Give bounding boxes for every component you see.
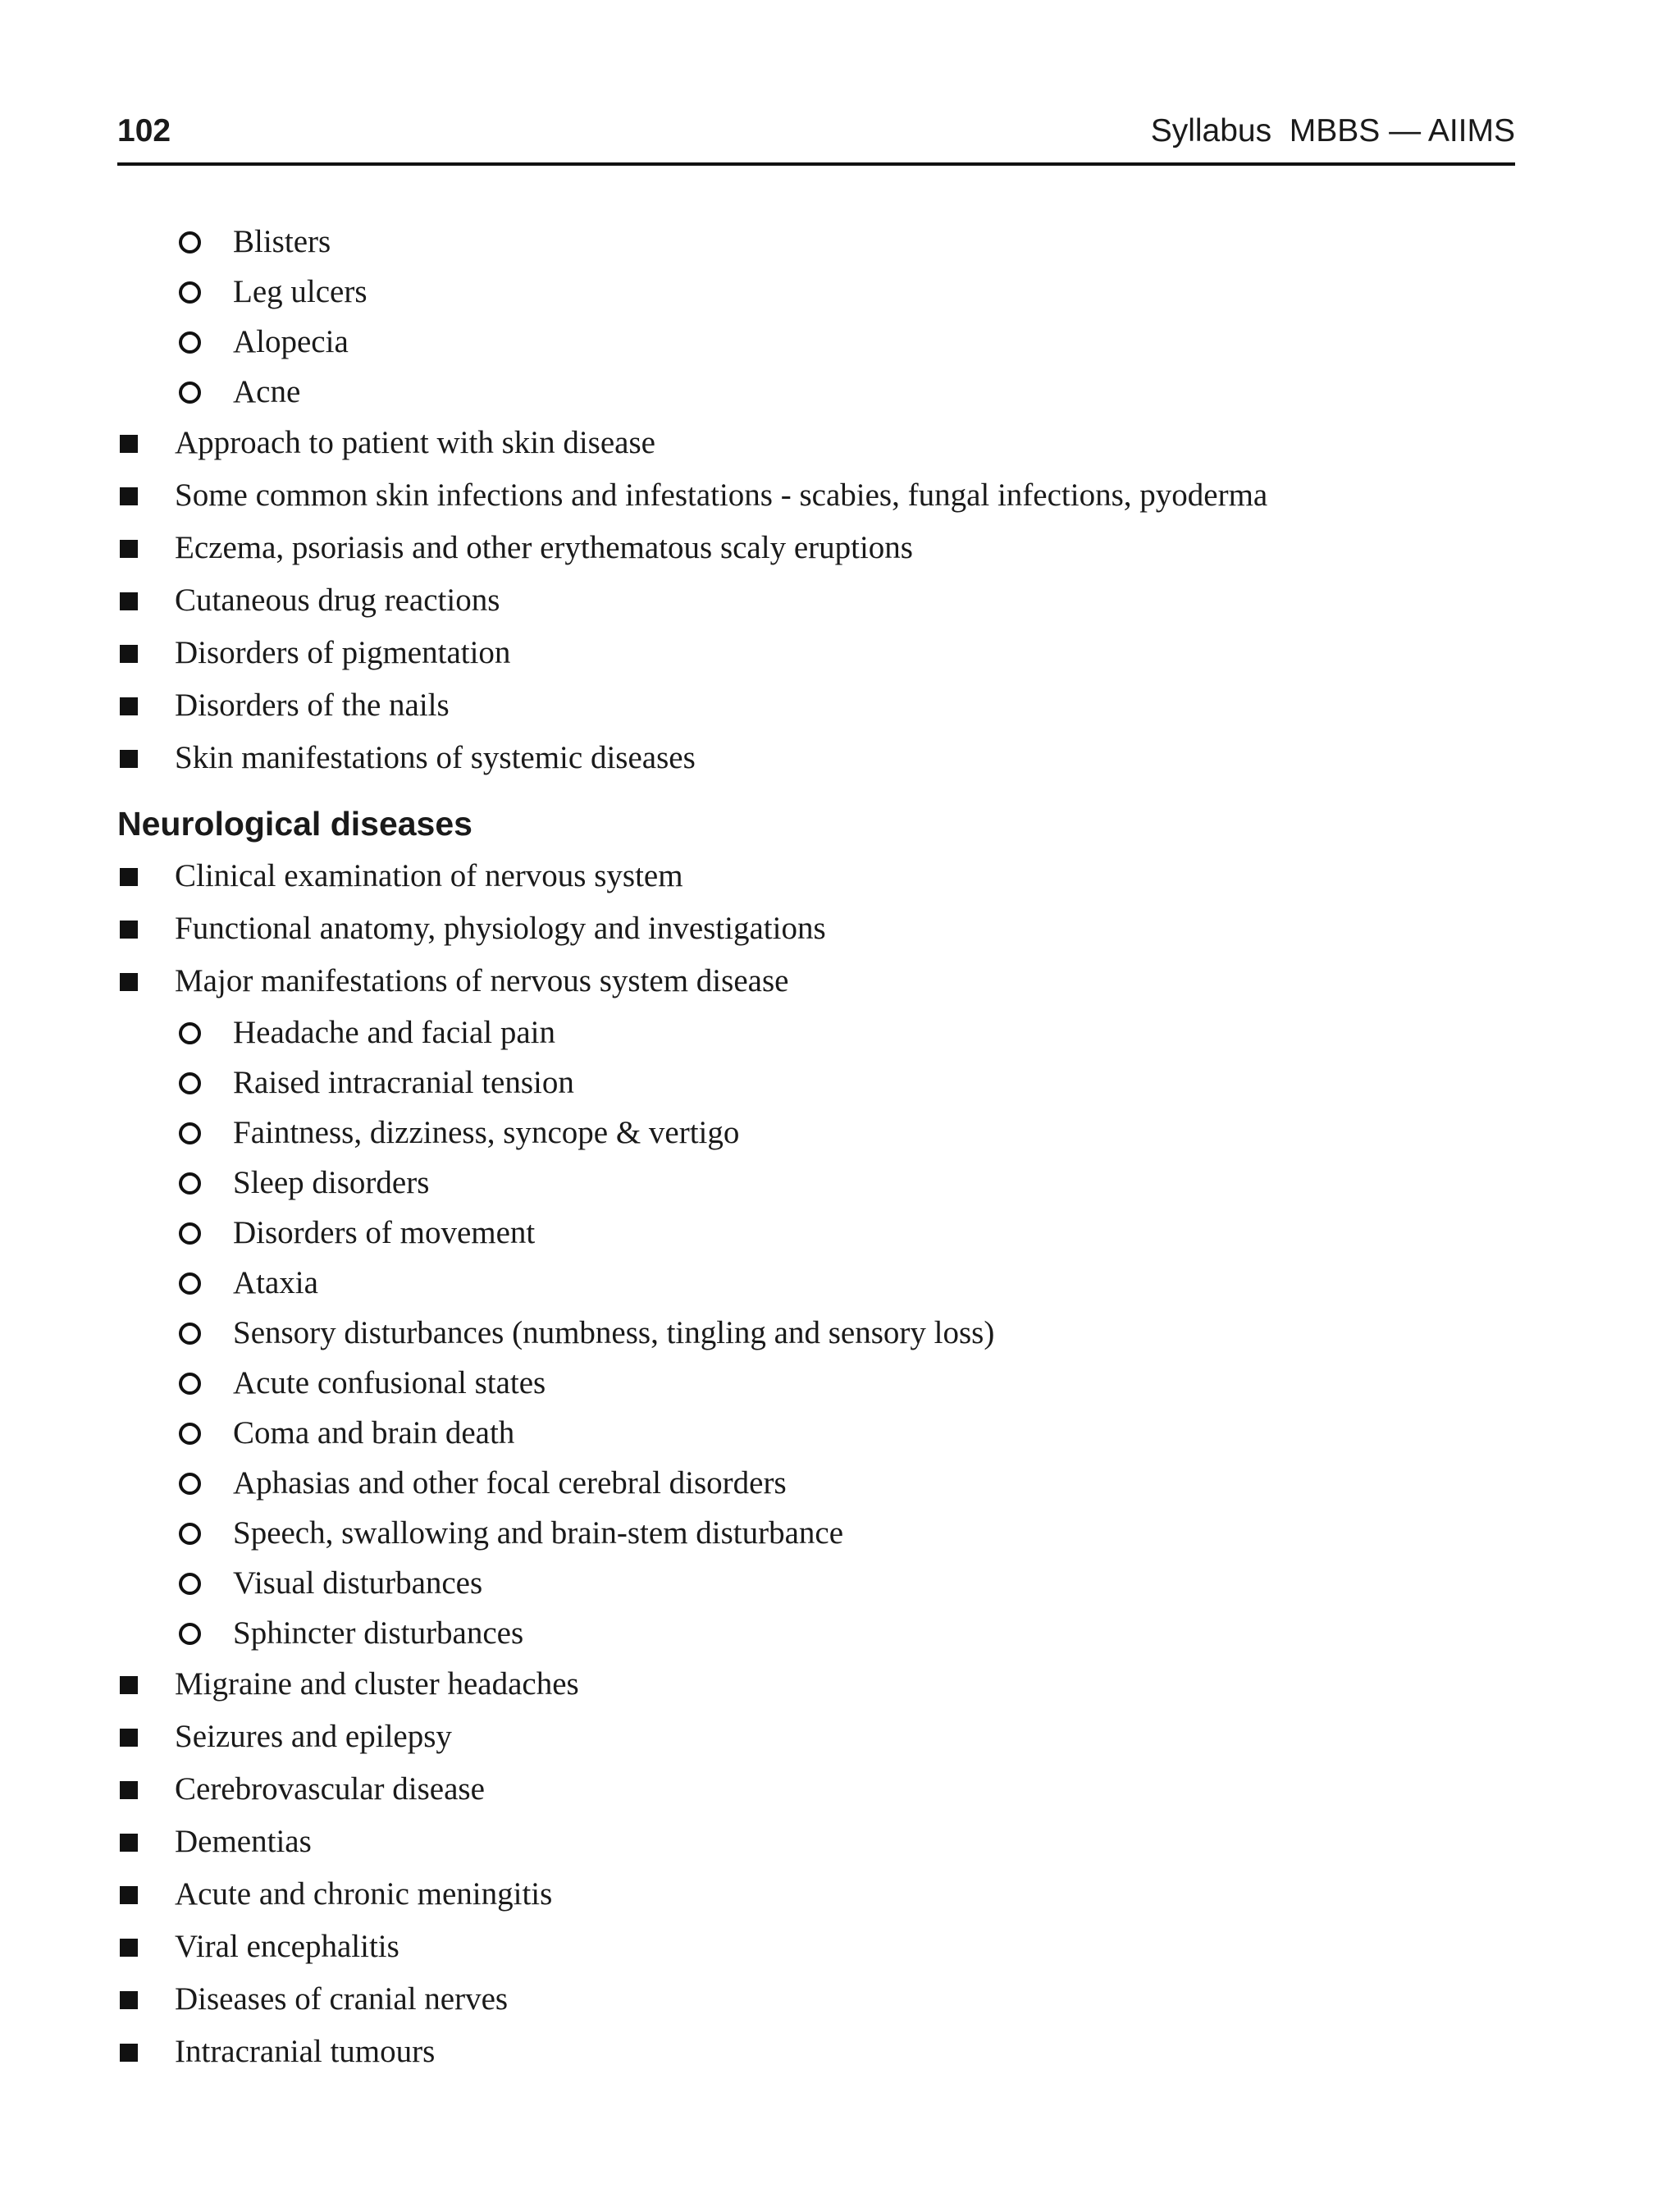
list-item-text: Ataxia (233, 1265, 318, 1300)
sub-list-item (117, 1158, 1515, 1208)
bullet-list (117, 217, 1515, 784)
filled-square-icon (120, 750, 138, 768)
list-item-text: Sensory disturbances (numbness, tingling and sensory loss) (233, 1315, 995, 1350)
sub-list-item (117, 1108, 1515, 1158)
list-item-text: Migraine and cluster headaches (175, 1666, 579, 1702)
list-item-text: Disorders of movement (233, 1215, 536, 1250)
hollow-circle-icon (179, 1222, 201, 1245)
filled-square-icon (120, 1991, 138, 2009)
running-head: Syllabus MBBS — AIIMS (1150, 113, 1515, 148)
list-item (117, 1711, 1515, 1763)
sub-list-item (117, 1308, 1515, 1358)
filled-square-icon (120, 868, 138, 886)
list-item-text: Dementias (175, 1824, 312, 1859)
list-item (117, 1921, 1515, 1973)
hollow-circle-icon (179, 1022, 201, 1044)
filled-square-icon (120, 645, 138, 663)
filled-square-icon (120, 1676, 138, 1694)
list-item-text: Raised intracranial tension (233, 1065, 574, 1100)
page-number: 102 (117, 113, 171, 148)
list-item-text: Intracranial tumours (175, 2034, 436, 2069)
filled-square-icon (120, 2044, 138, 2062)
bullet-list (117, 850, 1515, 2078)
list-item (117, 417, 1515, 469)
list-item-text: Headache and facial pain (233, 1015, 556, 1050)
list-item-text: Blisters (233, 224, 331, 259)
sub-list-item (117, 267, 1515, 317)
sub-list-item (117, 1208, 1515, 1258)
sub-list-item (117, 1258, 1515, 1308)
sub-list-item (117, 217, 1515, 267)
list-item-text: Viral encephalitis (175, 1929, 399, 1964)
list-item (117, 955, 1515, 1007)
sub-list-item (117, 1358, 1515, 1408)
list-item (117, 469, 1515, 522)
filled-square-icon (120, 1834, 138, 1852)
list-item-text: Sleep disorders (233, 1165, 430, 1200)
list-item-text: Disorders of pigmentation (175, 635, 511, 670)
section-heading: Neurological diseases (117, 805, 472, 843)
list-item-text: Diseases of cranial nerves (175, 1981, 509, 2017)
filled-square-icon (120, 1781, 138, 1799)
list-item-text: Approach to patient with skin disease (175, 425, 655, 460)
list-item-text: Eczema, psoriasis and other erythematous scaly eruptions (175, 530, 913, 565)
sub-list-item (117, 1558, 1515, 1608)
list-item (117, 1816, 1515, 1868)
filled-square-icon (120, 487, 138, 505)
hollow-circle-icon (179, 331, 201, 354)
list-item-text: Cutaneous drug reactions (175, 582, 500, 618)
list-item-text: Faintness, dizziness, syncope & vertigo (233, 1115, 740, 1150)
list-item (117, 1868, 1515, 1921)
list-item (117, 732, 1515, 784)
list-item (117, 1763, 1515, 1816)
list-item-text: Acute and chronic meningitis (175, 1876, 553, 1912)
list-item-text: Acne (233, 374, 301, 409)
list-item-text: Leg ulcers (233, 274, 368, 309)
filled-square-icon (120, 1729, 138, 1747)
filled-square-icon (120, 973, 138, 991)
hollow-circle-icon (179, 1473, 201, 1495)
filled-square-icon (120, 697, 138, 715)
list-item-text: Sphincter disturbances (233, 1615, 524, 1651)
sub-list-item (117, 317, 1515, 367)
hollow-circle-icon (179, 1323, 201, 1345)
hollow-circle-icon (179, 1373, 201, 1395)
hollow-circle-icon (179, 1172, 201, 1195)
page-body (117, 217, 1515, 2078)
filled-square-icon (120, 921, 138, 939)
hollow-circle-icon (179, 1623, 201, 1645)
hollow-circle-icon (179, 1573, 201, 1595)
list-item-text: Major manifestations of nervous system disease (175, 963, 789, 998)
hollow-circle-icon (179, 1523, 201, 1545)
list-item (117, 627, 1515, 679)
list-item (117, 1658, 1515, 1711)
sub-list-item (117, 1058, 1515, 1108)
sub-list-item (117, 1408, 1515, 1458)
list-item (117, 1973, 1515, 2026)
list-item (117, 574, 1515, 627)
list-item (117, 2026, 1515, 2078)
list-item-text: Acute confusional states (233, 1365, 546, 1400)
hollow-circle-icon (179, 231, 201, 254)
sub-list-item (117, 367, 1515, 417)
list-item-text: Aphasias and other focal cerebral disorders (233, 1465, 787, 1501)
sub-list-item (117, 1608, 1515, 1658)
list-item-text: Some common skin infections and infestations - scabies, fungal infections, pyoderma (175, 477, 1268, 513)
page-header (117, 105, 1515, 166)
hollow-circle-icon (179, 1072, 201, 1094)
list-item-text: Alopecia (233, 324, 349, 359)
list-item-text: Visual disturbances (233, 1565, 483, 1601)
filled-square-icon (120, 1939, 138, 1957)
filled-square-icon (120, 1886, 138, 1904)
list-item-text: Speech, swallowing and brain-stem disturbance (233, 1515, 844, 1551)
hollow-circle-icon (179, 1272, 201, 1295)
list-item-text: Cerebrovascular disease (175, 1771, 485, 1807)
sub-list-item (117, 1007, 1515, 1058)
list-item (117, 522, 1515, 574)
list-item (117, 902, 1515, 955)
list-item-text: Disorders of the nails (175, 688, 450, 723)
filled-square-icon (120, 435, 138, 453)
list-item (117, 679, 1515, 732)
list-item-text: Functional anatomy, physiology and investigations (175, 911, 826, 946)
hollow-circle-icon (179, 1423, 201, 1445)
filled-square-icon (120, 592, 138, 610)
list-item-text: Skin manifestations of systemic diseases (175, 740, 696, 775)
list-item-text: Coma and brain death (233, 1415, 515, 1450)
list-item-text: Seizures and epilepsy (175, 1719, 452, 1754)
sub-list-item (117, 1508, 1515, 1558)
hollow-circle-icon (179, 281, 201, 304)
list-item-text: Clinical examination of nervous system (175, 858, 683, 893)
list-item (117, 850, 1515, 902)
filled-square-icon (120, 540, 138, 558)
hollow-circle-icon (179, 381, 201, 404)
hollow-circle-icon (179, 1122, 201, 1144)
sub-list-item (117, 1458, 1515, 1508)
